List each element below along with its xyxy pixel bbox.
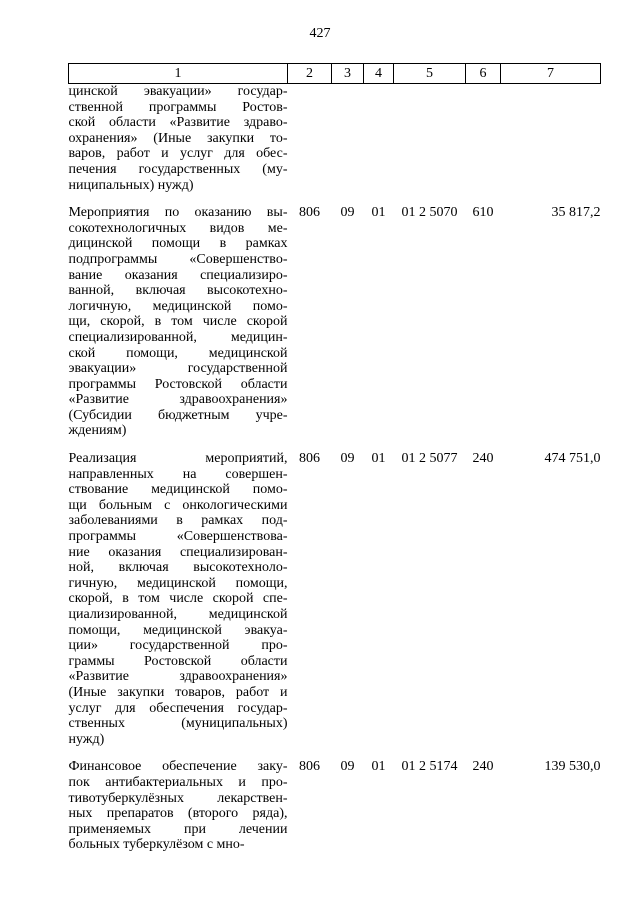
description-line: вание оказания специализиро- (68, 267, 288, 283)
column-header-4: 4 (364, 64, 394, 84)
description-line: ниципальных) нужд) (68, 177, 194, 193)
description-cell (69, 451, 288, 747)
ministry-code-cell (288, 84, 332, 194)
description-line: «Развитие здравоохранения» (68, 392, 288, 408)
section-code-cell: 09 (340, 205, 355, 221)
expense-type-cell (466, 84, 501, 194)
description-line: специализированной, медицин- (68, 329, 288, 345)
section-code-cell (332, 84, 364, 194)
target-article-cell (394, 84, 466, 194)
description-line: ции» государственной про- (68, 638, 288, 654)
ministry-code-cell: 806 (299, 205, 320, 221)
description-line: пок антибактериальных и про- (68, 774, 288, 790)
description-line: циализированной, медицинской (68, 607, 288, 622)
amount-cell: 474 751,0 (544, 451, 601, 467)
description-cell (69, 205, 288, 439)
description-line: программы «Совершенствова- (68, 529, 288, 545)
column-header-5: 5 (394, 64, 466, 84)
description-line: помощи, медицинской эвакуа- (68, 622, 288, 638)
column-header-1: 1 (69, 64, 288, 84)
description-line: подпрограммы «Совершенство- (68, 251, 288, 267)
target-article-cell: 01 2 5077 (401, 451, 458, 467)
column-header-6: 6 (466, 64, 501, 84)
row-spacer (69, 193, 601, 205)
description-line: (Иные закупки товаров, работ и (68, 684, 288, 700)
column-header-3: 3 (332, 64, 364, 84)
description-line: тивотуберкулёзных лекарствен- (68, 790, 288, 806)
row-spacer-cell (69, 747, 601, 759)
description-line: ванной, включая высокотехно- (68, 283, 288, 299)
subsection-code-cell: 01 (371, 205, 386, 221)
description-line: направленных на совершен- (68, 466, 288, 482)
description-line: гичную, медицинской помощи, (68, 575, 288, 591)
description-line: эвакуации» государственной (68, 361, 288, 377)
description-line: «Развитие здравоохранения» (68, 669, 288, 685)
amount-cell: 35 817,2 (551, 205, 601, 221)
page-number: 427 (309, 26, 331, 41)
description-line: логичную, медицинской помо- (68, 298, 288, 314)
description-line: ных препаратов (второго ряда), (68, 806, 288, 822)
column-header-7: 7 (501, 64, 601, 84)
row-spacer-cell (69, 439, 601, 451)
description-line: ской помощи, медицинской (68, 345, 288, 361)
description-line: Реализация мероприятий, (68, 451, 288, 467)
description-line: Финансовое обеспечение заку- (68, 759, 288, 775)
section-code-cell: 09 (340, 759, 355, 775)
row-spacer (69, 439, 601, 451)
table-row (69, 759, 601, 853)
description-line: граммы Ростовской области (68, 653, 288, 669)
description-line: применяемых при лечении (68, 821, 288, 837)
description-line: ной, включая высокотехноло- (68, 560, 288, 576)
description-line: услуг для обеспечения государ- (68, 700, 288, 716)
budget-table (68, 63, 601, 853)
description-line: охранения» (Иные закупки то- (68, 130, 288, 146)
description-line: цинской эвакуации» государ- (68, 84, 288, 99)
row-spacer (69, 747, 601, 759)
table-row (69, 84, 601, 194)
expense-type-cell: 610 (472, 205, 494, 221)
description-line: ственных (муниципальных) (68, 716, 288, 732)
description-line: заболеваниями в рамках под- (68, 513, 288, 529)
description-line: сокотехнологичных видов ме- (68, 220, 288, 236)
description-line: ствование медицинской помо- (68, 482, 288, 498)
subsection-code-cell (364, 84, 394, 194)
description-line: печения государственных (му- (68, 161, 288, 177)
description-line: щи, скорой, в том числе скорой (68, 314, 288, 330)
target-article-cell: 01 2 5070 (401, 205, 458, 221)
subsection-code-cell: 01 (371, 759, 386, 775)
description-cell (69, 84, 288, 194)
ministry-code-cell: 806 (299, 451, 320, 467)
description-line: Мероприятия по оказанию вы- (68, 205, 288, 221)
subsection-code-cell: 01 (371, 451, 386, 467)
amount-cell (501, 84, 601, 194)
target-article-cell: 01 2 5174 (401, 759, 458, 775)
description-line: ждениям) (68, 423, 127, 439)
amount-cell: 139 530,0 (544, 759, 601, 775)
description-line: нужд) (68, 731, 105, 747)
description-line: ственной программы Ростов- (68, 99, 288, 115)
row-spacer-cell (69, 193, 601, 205)
description-line: скорой, в том числе скорой спе- (68, 591, 288, 607)
description-line: дицинской помощи в рамках (68, 236, 288, 252)
section-code-cell: 09 (340, 451, 355, 467)
table-header-row (69, 64, 601, 84)
table-row (69, 205, 601, 439)
description-cell (69, 759, 288, 853)
expense-type-cell: 240 (472, 759, 494, 775)
table-row (69, 451, 601, 747)
description-line: (Субсидии бюджетным учре- (68, 407, 288, 423)
table-body (69, 84, 601, 853)
expense-type-cell: 240 (472, 451, 494, 467)
description-line: варов, работ и услуг для обес- (68, 146, 288, 162)
ministry-code-cell: 806 (299, 759, 320, 775)
description-line: ской области «Развитие здраво- (68, 115, 288, 131)
description-line: больных туберкулёзом с мно- (68, 837, 245, 853)
description-line: ние оказания специализирован- (68, 544, 288, 560)
column-header-2: 2 (288, 64, 332, 84)
description-line: программы Ростовской области (68, 376, 288, 392)
description-line: щи больным с онкологическими (68, 497, 288, 513)
